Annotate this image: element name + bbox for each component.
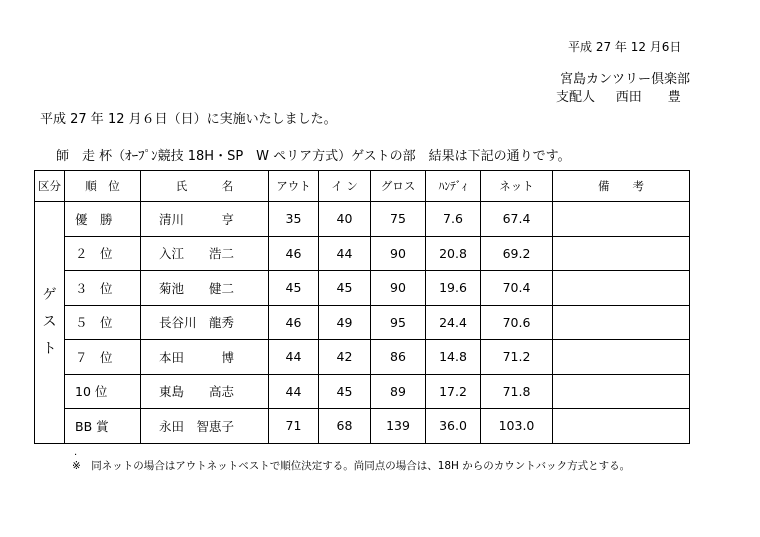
cell-in: 42 (319, 340, 371, 375)
cell-net: 71.2 (481, 340, 553, 375)
cell-rank: ７ 位 (65, 340, 141, 375)
cell-gross: 89 (371, 374, 426, 409)
cell-hdcp: 36.0 (426, 409, 481, 444)
header-rank: 順 位 (65, 171, 141, 202)
club-name: 宮島カンツリー倶楽部 (560, 72, 691, 87)
cell-rank: BB 賞 (65, 409, 141, 444)
category-cell (35, 202, 65, 444)
cell-in: 49 (319, 305, 371, 340)
table-row (35, 340, 690, 375)
footnote-dot: . (74, 447, 78, 458)
table-row (35, 409, 690, 444)
table-row (35, 202, 690, 237)
cell-rank: ５ 位 (65, 305, 141, 340)
category-char: ゲ (42, 287, 57, 304)
cell-gross: 90 (371, 271, 426, 306)
header-notes: 備 考 (553, 171, 690, 202)
intro-text: 平成 27 年 12 月６日（日）に実施いたしました。 (40, 112, 337, 127)
cell-rank: ２ 位 (65, 236, 141, 271)
cell-in: 40 (319, 202, 371, 237)
manager-name: 西田 豊 (615, 90, 681, 105)
cell-net: 70.6 (481, 305, 553, 340)
cell-note (553, 236, 690, 271)
cell-name: 東島 高志 (141, 374, 269, 409)
results-table (34, 170, 690, 444)
cell-rank: 10 位 (65, 374, 141, 409)
category-char: ス (42, 313, 57, 330)
document-date: 平成 27 年 12 月6日 (568, 40, 682, 54)
header-name: 氏 名 (141, 171, 269, 202)
cell-gross: 139 (371, 409, 426, 444)
category-char: ト (42, 340, 57, 357)
cell-gross: 95 (371, 305, 426, 340)
header-in: イ ン (319, 171, 371, 202)
cell-note (553, 374, 690, 409)
cell-hdcp: 24.4 (426, 305, 481, 340)
cell-note (553, 340, 690, 375)
header-gross: グロス (371, 171, 426, 202)
cell-out: 45 (269, 271, 319, 306)
table-header-row (35, 171, 690, 202)
cell-hdcp: 7.6 (426, 202, 481, 237)
cell-name: 清川 亨 (141, 202, 269, 237)
manager-signature (556, 86, 681, 105)
header-category: 区分 (35, 171, 65, 202)
cell-net: 67.4 (481, 202, 553, 237)
cell-gross: 90 (371, 236, 426, 271)
cell-hdcp: 20.8 (426, 236, 481, 271)
cell-note (553, 305, 690, 340)
cell-rank: ３ 位 (65, 271, 141, 306)
cell-out: 71 (269, 409, 319, 444)
cell-in: 45 (319, 374, 371, 409)
cell-out: 46 (269, 236, 319, 271)
cell-hdcp: 17.2 (426, 374, 481, 409)
header-net: ネット (481, 171, 553, 202)
cell-out: 35 (269, 202, 319, 237)
header-handicap: ﾊﾝﾃﾞｨ (426, 171, 481, 202)
cell-name: 本田 博 (141, 340, 269, 375)
cell-out: 44 (269, 340, 319, 375)
cell-in: 44 (319, 236, 371, 271)
cell-in: 45 (319, 271, 371, 306)
competition-subtitle: 師 走 杯（ｵｰﾌﾟﾝ競技 18H・SP W ペリア方式）ゲストの部 結果は下記の通りです。 (56, 149, 571, 164)
cell-name: 長谷川 龍秀 (141, 305, 269, 340)
table-row (35, 236, 690, 271)
table-row (35, 305, 690, 340)
cell-name: 入江 浩二 (141, 236, 269, 271)
footnote: ※ 同ネットの場合はアウトネットベストで順位決定する。尚同点の場合は、18H からのカウントバック方式とする。 (72, 460, 631, 472)
cell-net: 70.4 (481, 271, 553, 306)
cell-net: 103.0 (481, 409, 553, 444)
cell-name: 永田 智恵子 (141, 409, 269, 444)
table-row (35, 271, 690, 306)
cell-gross: 86 (371, 340, 426, 375)
cell-net: 69.2 (481, 236, 553, 271)
cell-note (553, 202, 690, 237)
cell-hdcp: 14.8 (426, 340, 481, 375)
cell-note (553, 409, 690, 444)
manager-title: 支配人 (556, 90, 596, 105)
header-out: アウト (269, 171, 319, 202)
cell-in: 68 (319, 409, 371, 444)
cell-out: 46 (269, 305, 319, 340)
cell-hdcp: 19.6 (426, 271, 481, 306)
table-row (35, 374, 690, 409)
cell-net: 71.8 (481, 374, 553, 409)
cell-note (553, 271, 690, 306)
cell-gross: 75 (371, 202, 426, 237)
cell-name: 菊池 健二 (141, 271, 269, 306)
cell-rank: 優 勝 (65, 202, 141, 237)
cell-out: 44 (269, 374, 319, 409)
